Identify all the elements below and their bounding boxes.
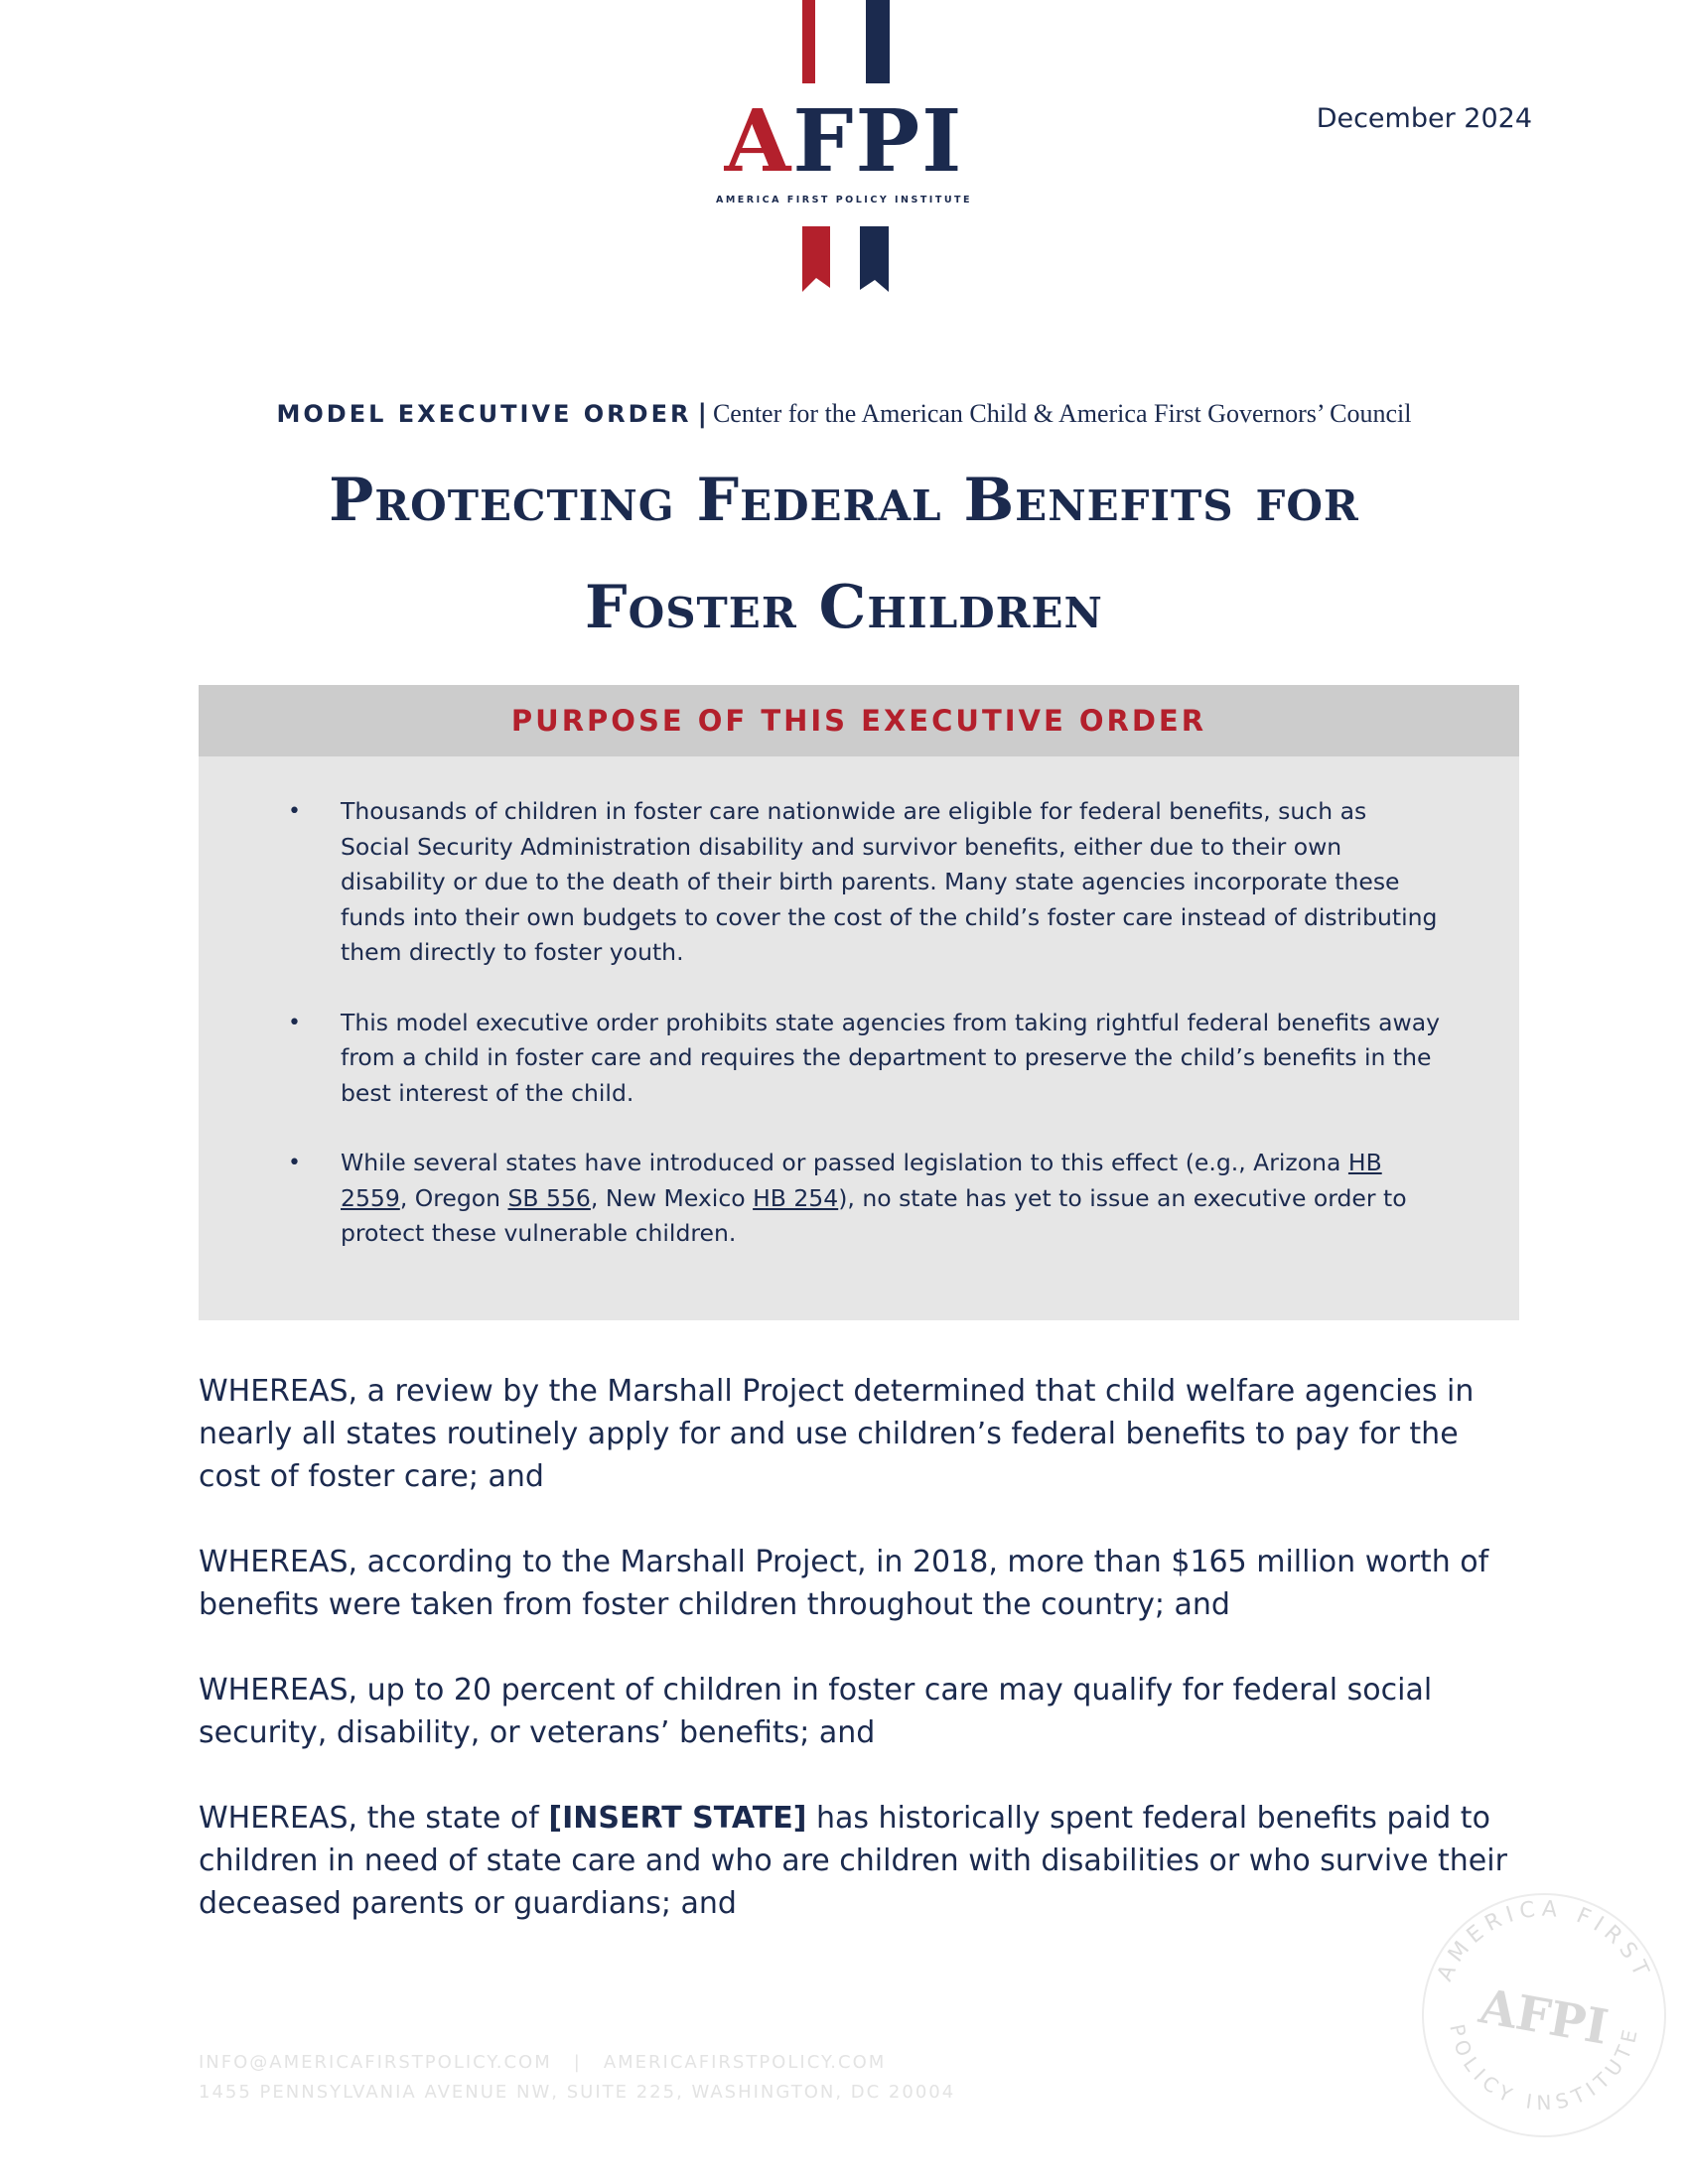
purpose-heading-bar — [199, 685, 1519, 756]
svg-text:AMERICA FIRST — [1433, 1897, 1655, 1985]
council-name: Center for the American Child & America First Governors’ Council — [712, 399, 1412, 428]
page-title — [0, 447, 1688, 661]
footer-address: 1455 PENNSYLVANIA AVENUE NW, SUITE 225, WASHINGTON, DC 20004 — [199, 2082, 956, 2103]
seal-center-text: AFPI — [1475, 1979, 1613, 2056]
title-line-2: Foster Children — [585, 573, 1103, 642]
label-separator: | — [697, 399, 707, 429]
afpi-logo — [710, 0, 978, 298]
bullet-text-part: , New Mexico — [590, 1183, 754, 1212]
whereas-paragraph-1: WHEREAS, a review by the Marshall Project determined that child welfare agencies in nearly all states routinely apply for and use children’s federal benefits to pay for the cost of foster care; and — [199, 1374, 1475, 1494]
bullet-icon: • — [288, 799, 301, 824]
footer-email[interactable]: INFO@AMERICAFIRSTPOLICY.COM — [199, 2052, 552, 2073]
link-new-mexico-hb-254[interactable]: HB 254 — [753, 1183, 839, 1212]
link-oregon-sb-556[interactable]: SB 556 — [507, 1183, 591, 1212]
title-line-1: Protecting Federal Benefits for — [329, 466, 1359, 535]
footer — [199, 2048, 955, 2108]
purpose-bullet-list — [199, 794, 1440, 1287]
document-type: MODEL EXECUTIVE ORDER — [276, 400, 692, 428]
purpose-box — [199, 685, 1519, 1320]
purpose-bullet — [199, 1006, 1440, 1112]
purpose-bullet — [199, 1146, 1440, 1252]
bullet-text-part: While several states have introduced or passed legislation to this effect (e.g., Arizona — [341, 1149, 1348, 1176]
logo-stripe-red-top — [802, 0, 815, 83]
bullet-text-part: , Oregon — [399, 1183, 508, 1212]
whereas-paragraph-3: WHEREAS, up to 20 percent of children in foster care may qualify for federal social security, disability, or veterans’ benefits; and — [199, 1673, 1433, 1750]
afpi-seal-watermark — [1405, 1866, 1683, 2144]
seal-bottom-text: POLICY INSTITUTE — [1445, 2021, 1643, 2116]
bullet-icon: • — [288, 1010, 301, 1035]
bullet-text: Thousands of children in foster care nationwide are eligible for federal benefits, such as Social Security Administration disability and survivor benefits, either due to their own disability or due to the death of their birth parents. Many state agencies incorporate these funds into their own budgets to cover the cost of the child’s foster care instead of distributing them directly to foster youth. — [341, 797, 1438, 966]
footer-website[interactable]: AMERICAFIRSTPOLICY.COM — [603, 2052, 887, 2073]
whereas-paragraph-4 — [199, 1797, 1529, 1925]
whereas-text: WHEREAS, the state of — [199, 1801, 549, 1836]
purpose-bullet — [199, 794, 1440, 971]
seal-top-text: AMERICA FIRST — [1432, 1896, 1656, 1985]
link-arizona-hb-2559[interactable]: HB 2559 — [341, 1149, 1382, 1212]
insert-state-placeholder: [INSERT STATE] — [548, 1801, 807, 1836]
whereas-paragraph-2: WHEREAS, according to the Marshall Project, in 2018, more than $165 million worth of benefits were taken from foster children throughout the country; and — [199, 1545, 1489, 1622]
bullet-text: This model executive order prohibits state agencies from taking rightful federal benefits away from a child in foster care and requires the department to preserve the child’s benefits in the best interest of the child. — [341, 1008, 1441, 1107]
document-label — [0, 399, 1688, 429]
logo-wordmark: AFPI — [724, 91, 964, 192]
logo-stripe-navy-top — [866, 0, 890, 83]
logo-subtitle: AMERICA FIRST POLICY INSTITUTE — [715, 195, 973, 205]
document-date: December 2024 — [1316, 103, 1532, 134]
whereas-text: has historically spent federal benefits paid to children in need of state care and who are children with disabilities or who survive their deceased parents or guardians; and — [199, 1801, 1507, 1921]
footer-contact-line — [199, 2048, 955, 2078]
purpose-heading: PURPOSE OF THIS EXECUTIVE ORDER — [510, 704, 1207, 738]
logo-ribbons-bottom — [710, 218, 978, 298]
bullet-icon: • — [288, 1151, 301, 1175]
footer-separator: | — [573, 2052, 582, 2073]
bullet-text-part: ), no state has yet to issue an executive order to protect these vulnerable children. — [341, 1183, 1407, 1247]
